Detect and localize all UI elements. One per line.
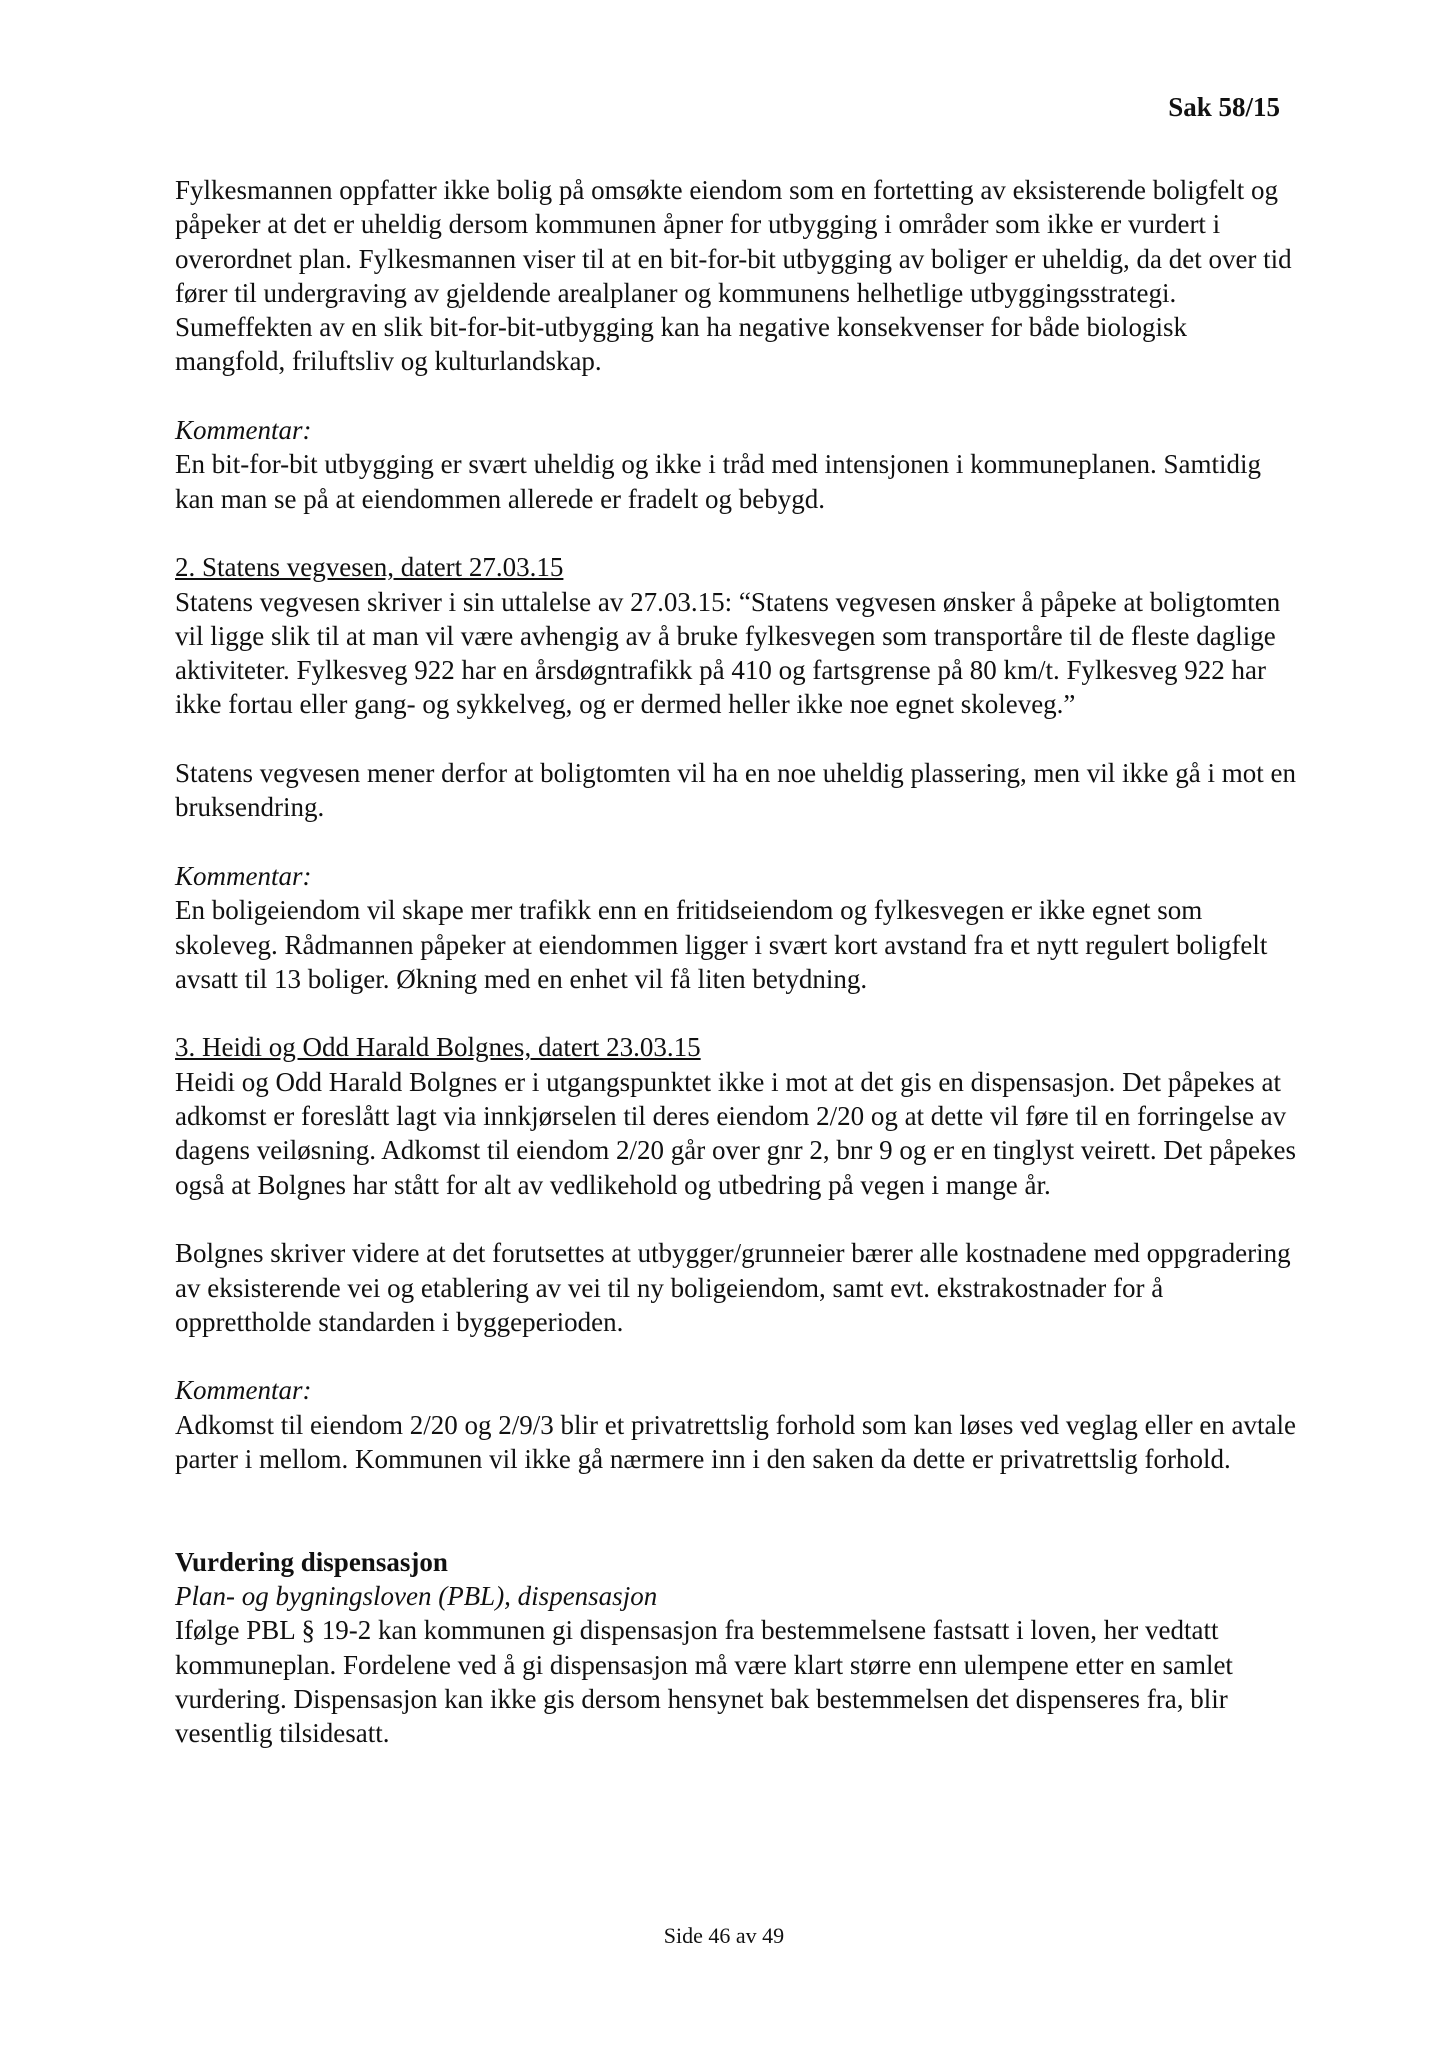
comment-text: En boligeiendom vil skape mer trafikk enn en fritidseiendom og fylkesvegen er ikke egnet som skoleveg. Rådmannen påpeker at eiendommen ligger i svært kort avstand fra et nytt regulert boligfelt avsatt til 13 boliger. Økning med en enhet vil få liten betydning. [175, 895, 1268, 994]
comment-label: Kommentar: [175, 860, 312, 891]
comment-label: Kommentar: [175, 1375, 312, 1406]
document-body [175, 173, 1300, 1751]
page-number: Side 46 av 49 [663, 1923, 785, 1948]
case-number: Sak 58/15 [1168, 92, 1280, 122]
assessment-paragraph: Ifølge PBL § 19-2 kan kommunen gi dispensasjon fra bestemmelsene fastsatt i loven, her vedtatt kommuneplan. Fordelene ved å gi dispensasjon må være klart større enn ulempene etter en samlet vurdering. Dispensasjon kan ikke gis dersom hensynet bak bestemmelsen det dispenseres fra, blir vesentlig tilsidesatt. [175, 1615, 1233, 1749]
section-heading-road-authority: 2. Statens vegvesen, datert 27.03.15 [175, 552, 564, 583]
paragraph-road-authority-conclusion: Statens vegvesen mener derfor at boligtomten vil ha en noe uheldig plassering, men vil ikke gå i mot en bruksendring. [175, 758, 1296, 823]
assessment-heading: Vurdering dispensasjon [175, 1546, 448, 1577]
paragraph-road-authority-statement: Statens vegvesen skriver i sin uttalelse av 27.03.15: “Statens vegvesen ønsker å påpeke at boligtomten vil ligge slik til at man vil være avhengig av å bruke fylkesvegen som transportåre til de fleste daglige aktiviteter. Fylkesveg 922 har en årsdøgntrafikk på 410 og fartsgrense på 80 km/t. Fylkesveg 922 har ikke fortau eller gang- og sykkelveg, og er dermed heller ikke noe egnet skoleveg.” [175, 586, 1281, 720]
section-heading-neighbours: 3. Heidi og Odd Harald Bolgnes, datert 23.03.15 [175, 1032, 701, 1063]
paragraph-neighbours-costs: Bolgnes skriver videre at det forutsettes at utbygger/grunneier bærer alle kostnadene med oppgradering av eksisterende vei og etablering av vei til ny boligeiendom, samt evt. ekstrakostnader for å opprettholde standarden i byggeperioden. [175, 1238, 1291, 1337]
assessment-subheading: Plan- og bygningsloven (PBL), dispensasjon [175, 1581, 658, 1612]
comment-text: En bit-for-bit utbygging er svært uheldig og ikke i tråd med intensjonen i kommuneplanen. Samtidig kan man se på at eiendommen allerede er fradelt og bebygd. [175, 449, 1262, 514]
comment-text: Adkomst til eiendom 2/20 og 2/9/3 blir et privatrettslig forhold som kan løses ved veglag eller en avtale parter i mellom. Kommunen vil ikke gå nærmere inn i den saken da dette er privatrettslig forhold. [175, 1409, 1297, 1474]
comment-label: Kommentar: [175, 415, 312, 446]
paragraph-neighbours-statement: Heidi og Odd Harald Bolgnes er i utgangspunktet ikke i mot at det gis en dispensasjon. Det påpekes at adkomst er foreslått lagt via innkjørselen til deres eiendom 2/20 og at dette vil føre til en forringelse av dagens veiløsning. Adkomst til eiendom 2/20 går over gnr 2, bnr 9 og er en tinglyst veirett. Det påpekes også at Bolgnes har stått for alt av vedlikehold og utbedring på vegen i mange år. [175, 1066, 1297, 1200]
paragraph-county-governor: Fylkesmannen oppfatter ikke bolig på omsøkte eiendom som en fortetting av eksisterende boligfelt og påpeker at det er uheldig dersom kommunen åpner for utbygging i områder som ikke er vurdert i overordnet plan. Fylkesmannen viser til at en bit-for-bit utbygging av boliger er uheldig, da det over tid fører til undergraving av gjeldende arealplaner og kommunens helhetlige utbyggingsstrategi. Sumeffekten av en slik bit-for-bit-utbygging kan ha negative konsekvenser for både biologisk mangfold, friluftsliv og kulturlandskap. [175, 175, 1292, 377]
